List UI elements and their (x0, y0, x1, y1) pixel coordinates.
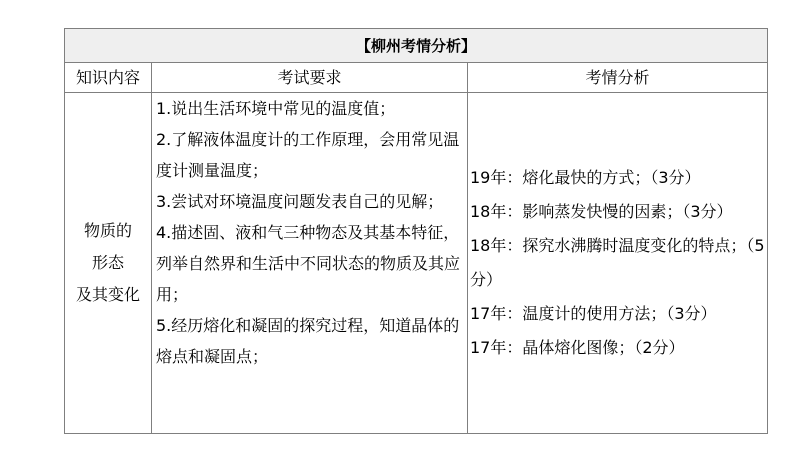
analysis-item: 18年：探究水沸腾时温度变化的特点；（5分） (470, 236, 765, 289)
analysis-item: 17年：晶体熔化图像；（2分） (470, 338, 685, 357)
requirements-cell (152, 93, 468, 434)
topic-cell (65, 93, 152, 434)
requirement-item: 4.描述固、液和气三种物态及其基本特征，列举自然界和生活中不同状态的物质及其应用； (156, 223, 461, 304)
requirement-item: 2.了解液体温度计的工作原理，会用常见温度计测量温度； (156, 130, 460, 180)
requirement-item: 3.尝试对环境温度问题发表自己的见解； (156, 192, 444, 211)
table-row (65, 93, 768, 434)
table-title: 【柳州考情分析】 (65, 29, 768, 63)
exam-analysis-table (64, 28, 768, 434)
topic-line: 形态 (91, 253, 124, 272)
topic-line: 物质的 (83, 221, 132, 240)
analysis-cell (468, 93, 768, 434)
topic-line: 及其变化 (75, 285, 140, 304)
header-exam-analysis: 考情分析 (468, 63, 768, 93)
table-header-row (65, 63, 768, 93)
header-knowledge-content: 知识内容 (65, 63, 152, 93)
analysis-item: 19年：熔化最快的方式；（3分） (470, 168, 701, 187)
requirement-item: 1.说出生活环境中常见的温度值； (156, 99, 396, 118)
analysis-item: 18年：影响蒸发快慢的因素；（3分） (470, 202, 733, 221)
requirement-item: 5.经历熔化和凝固的探究过程，知道晶体的熔点和凝固点； (156, 316, 460, 366)
table-title-row (65, 29, 768, 63)
exam-analysis-table-container (64, 28, 767, 434)
header-exam-requirements: 考试要求 (152, 63, 468, 93)
analysis-item: 17年：温度计的使用方法；（3分） (470, 304, 717, 323)
